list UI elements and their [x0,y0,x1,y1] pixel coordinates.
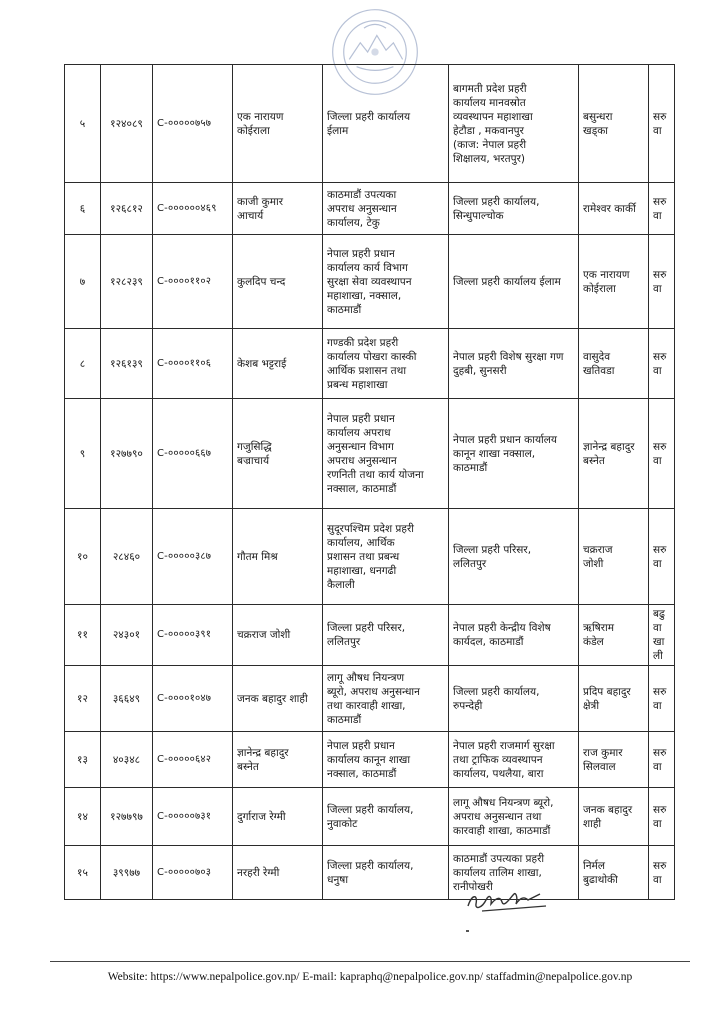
remark-cell: सरुवा [649,509,675,605]
remark-cell: सरुवा [649,846,675,900]
employee-name-cell: केशब भट्टराई [233,329,323,399]
employee-number-cell: १२७७९० [101,399,153,509]
current-office-cell: गण्डकी प्रदेश प्रहरी कार्यालय पोखरा कास्की आर्थिक प्रशासन तथा प्रबन्ध महाशाखा [323,329,449,399]
remark-cell: सरुवा [649,183,675,235]
table-row [65,788,675,846]
serial-number-cell: १३ [65,732,101,788]
employee-number-cell: ४०३४८ [101,732,153,788]
replacement-cell: रामेश्वर कार्की [579,183,649,235]
employee-number-cell: २८४६० [101,509,153,605]
remark-cell: सरुवा [649,788,675,846]
table-row [65,329,675,399]
remark-cell: सरुवा [649,399,675,509]
table-row [65,65,675,183]
employee-name-cell: कुलदिप चन्द [233,235,323,329]
employee-code-cell: C-०००००७५७ [153,65,233,183]
employee-name-cell: गौतम मिश्र [233,509,323,605]
employee-name-cell: गजुसिद्धि बज्राचार्य [233,399,323,509]
current-office-cell: सुदूरपश्चिम प्रदेश प्रहरी कार्यालय, आर्थिक प्रशासन तथा प्रबन्ध महाशाखा, धनगढी कैलाली [323,509,449,605]
employee-code-cell: C-०००००३९१ [153,605,233,666]
remark-cell: सरुवा [649,235,675,329]
signature-icon [462,884,552,916]
employee-name-cell: जनक बहादुर शाही [233,666,323,732]
serial-number-cell: १४ [65,788,101,846]
employee-number-cell: १२६१३९ [101,329,153,399]
table-row [65,732,675,788]
current-office-cell: नेपाल प्रहरी प्रधान कार्यालय कार्य विभाग सुरक्षा सेवा व्यवस्थापन महाशाखा, नक्साल, काठमाडौं [323,235,449,329]
remark-cell: सरुवा [649,666,675,732]
replacement-cell: राज कुमार सिलवाल [579,732,649,788]
employee-code-cell: C-०००००६६७ [153,399,233,509]
employee-number-cell: १२८२३९ [101,235,153,329]
table-row [65,399,675,509]
employee-number-cell: ३६६४९ [101,666,153,732]
employee-number-cell: ३९९७७ [101,846,153,900]
employee-name-cell: एक नारायण कोईराला [233,65,323,183]
new-office-cell: जिल्ला प्रहरी कार्यालय, रुपन्देही [449,666,579,732]
employee-code-cell: C-०००००७०३ [153,846,233,900]
employee-code-cell: C-०००००७३१ [153,788,233,846]
employee-name-cell: काजी कुमार आचार्य [233,183,323,235]
transfer-table-body [65,65,675,900]
employee-number-cell: १२७७९७ [101,788,153,846]
employee-name-cell: चक्रराज जोशी [233,605,323,666]
replacement-cell: चक्रराज जोशी [579,509,649,605]
new-office-cell: जिल्ला प्रहरी कार्यालय, सिन्धुपाल्चोक [449,183,579,235]
serial-number-cell: ९ [65,399,101,509]
serial-number-cell: ६ [65,183,101,235]
replacement-cell: वासुदेव खतिवडा [579,329,649,399]
serial-number-cell: ५ [65,65,101,183]
new-office-cell: जिल्ला प्रहरी कार्यालय ईलाम [449,235,579,329]
footer-contact: Website: https://www.nepalpolice.gov.np/ E-mail: kapraphq@nepalpolice.gov.np/ staffadmin@nepalpolice.gov.np [107,971,633,983]
employee-code-cell: C-००००१०४७ [153,666,233,732]
transfer-table [64,64,675,900]
serial-number-cell: १२ [65,666,101,732]
new-office-cell: नेपाल प्रहरी राजमार्ग सुरक्षा तथा ट्राफिक व्यवस्थापन कार्यालय, पथलैया, बारा [449,732,579,788]
replacement-cell: बसुन्धरा खड्का [579,65,649,183]
remark-cell: सरुवा [649,732,675,788]
current-office-cell: जिल्ला प्रहरी कार्यालय ईलाम [323,65,449,183]
table-row [65,666,675,732]
footer-divider [50,961,690,962]
current-office-cell: काठमाडौं उपत्यका अपराध अनुसन्धान कार्यालय, टेकु [323,183,449,235]
replacement-cell: प्रदिप बहादुर क्षेत्री [579,666,649,732]
employee-code-cell: C-००००००४६९ [153,183,233,235]
replacement-cell: ऋषिराम कंडेल [579,605,649,666]
new-office-cell: जिल्ला प्रहरी परिसर, ललितपुर [449,509,579,605]
employee-name-cell: दुर्गाराज रेग्मी [233,788,323,846]
serial-number-cell: १० [65,509,101,605]
new-office-cell: नेपाल प्रहरी केन्द्रीय विशेष कार्यदल, काठमाडौं [449,605,579,666]
serial-number-cell: ८ [65,329,101,399]
current-office-cell: नेपाल प्रहरी प्रधान कार्यालय कानून शाखा नक्साल, काठमाडौं [323,732,449,788]
table-row [65,509,675,605]
employee-code-cell: C-०००००३८७ [153,509,233,605]
employee-name-cell: ज्ञानेन्द्र बहादुर बस्नेत [233,732,323,788]
replacement-cell: जनक बहादुर शाही [579,788,649,846]
replacement-cell: निर्मल बुढाथोकी [579,846,649,900]
ink-dot [466,930,469,932]
replacement-cell: एक नारायण कोईराला [579,235,649,329]
serial-number-cell: ११ [65,605,101,666]
table-row [65,183,675,235]
remark-cell: सरुवा [649,65,675,183]
employee-number-cell: २४३०१ [101,605,153,666]
table-row [65,605,675,666]
new-office-cell: लागू औषध नियन्त्रण ब्यूरो, अपराध अनुसन्धान तथा कारवाही शाखा, काठमाडौं [449,788,579,846]
new-office-cell: नेपाल प्रहरी प्रधान कार्यालय कानून शाखा नक्साल, काठमाडौं [449,399,579,509]
new-office-cell: बागमती प्रदेश प्रहरी कार्यालय मानवस्रोत व्यवस्थापन महाशाखा हेटौडा , मकवानपुर (काज: नेपाल प्रहरी शिक्षालय, भरतपुर) [449,65,579,183]
employee-code-cell: C-००००११०२ [153,235,233,329]
remark-cell: बढुवा खाली [649,605,675,666]
current-office-cell: जिल्ला प्रहरी परिसर, ललितपुर [323,605,449,666]
current-office-cell: जिल्ला प्रहरी कार्यालय, नुवाकोट [323,788,449,846]
current-office-cell: लागू औषध नियन्त्रण ब्यूरो, अपराध अनुसन्धान तथा कारवाही शाखा, काठमाडौं [323,666,449,732]
employee-number-cell: १२४०८९ [101,65,153,183]
table-row [65,846,675,900]
employee-name-cell: नरहरी रेग्मी [233,846,323,900]
new-office-cell: नेपाल प्रहरी विशेष सुरक्षा गण दुहबी, सुनसरी [449,329,579,399]
table-row [65,235,675,329]
new-office-cell: काठमाडौं उपत्यका प्रहरी कार्यालय तालिम शाखा, रानीपोखरी [449,846,579,900]
employee-number-cell: १२६८१२ [101,183,153,235]
current-office-cell: जिल्ला प्रहरी कार्यालय, धनुषा [323,846,449,900]
remark-cell: सरुवा [649,329,675,399]
employee-code-cell: C-०००००६४२ [153,732,233,788]
replacement-cell: ज्ञानेन्द्र बहादुर बस्नेत [579,399,649,509]
current-office-cell: नेपाल प्रहरी प्रधान कार्यालय अपराध अनुसन्धान विभाग अपराध अनुसन्धान रणनिती तथा कार्य योजना नक्साल, काठमाडौं [323,399,449,509]
serial-number-cell: ७ [65,235,101,329]
employee-code-cell: C-००००११०६ [153,329,233,399]
serial-number-cell: १५ [65,846,101,900]
